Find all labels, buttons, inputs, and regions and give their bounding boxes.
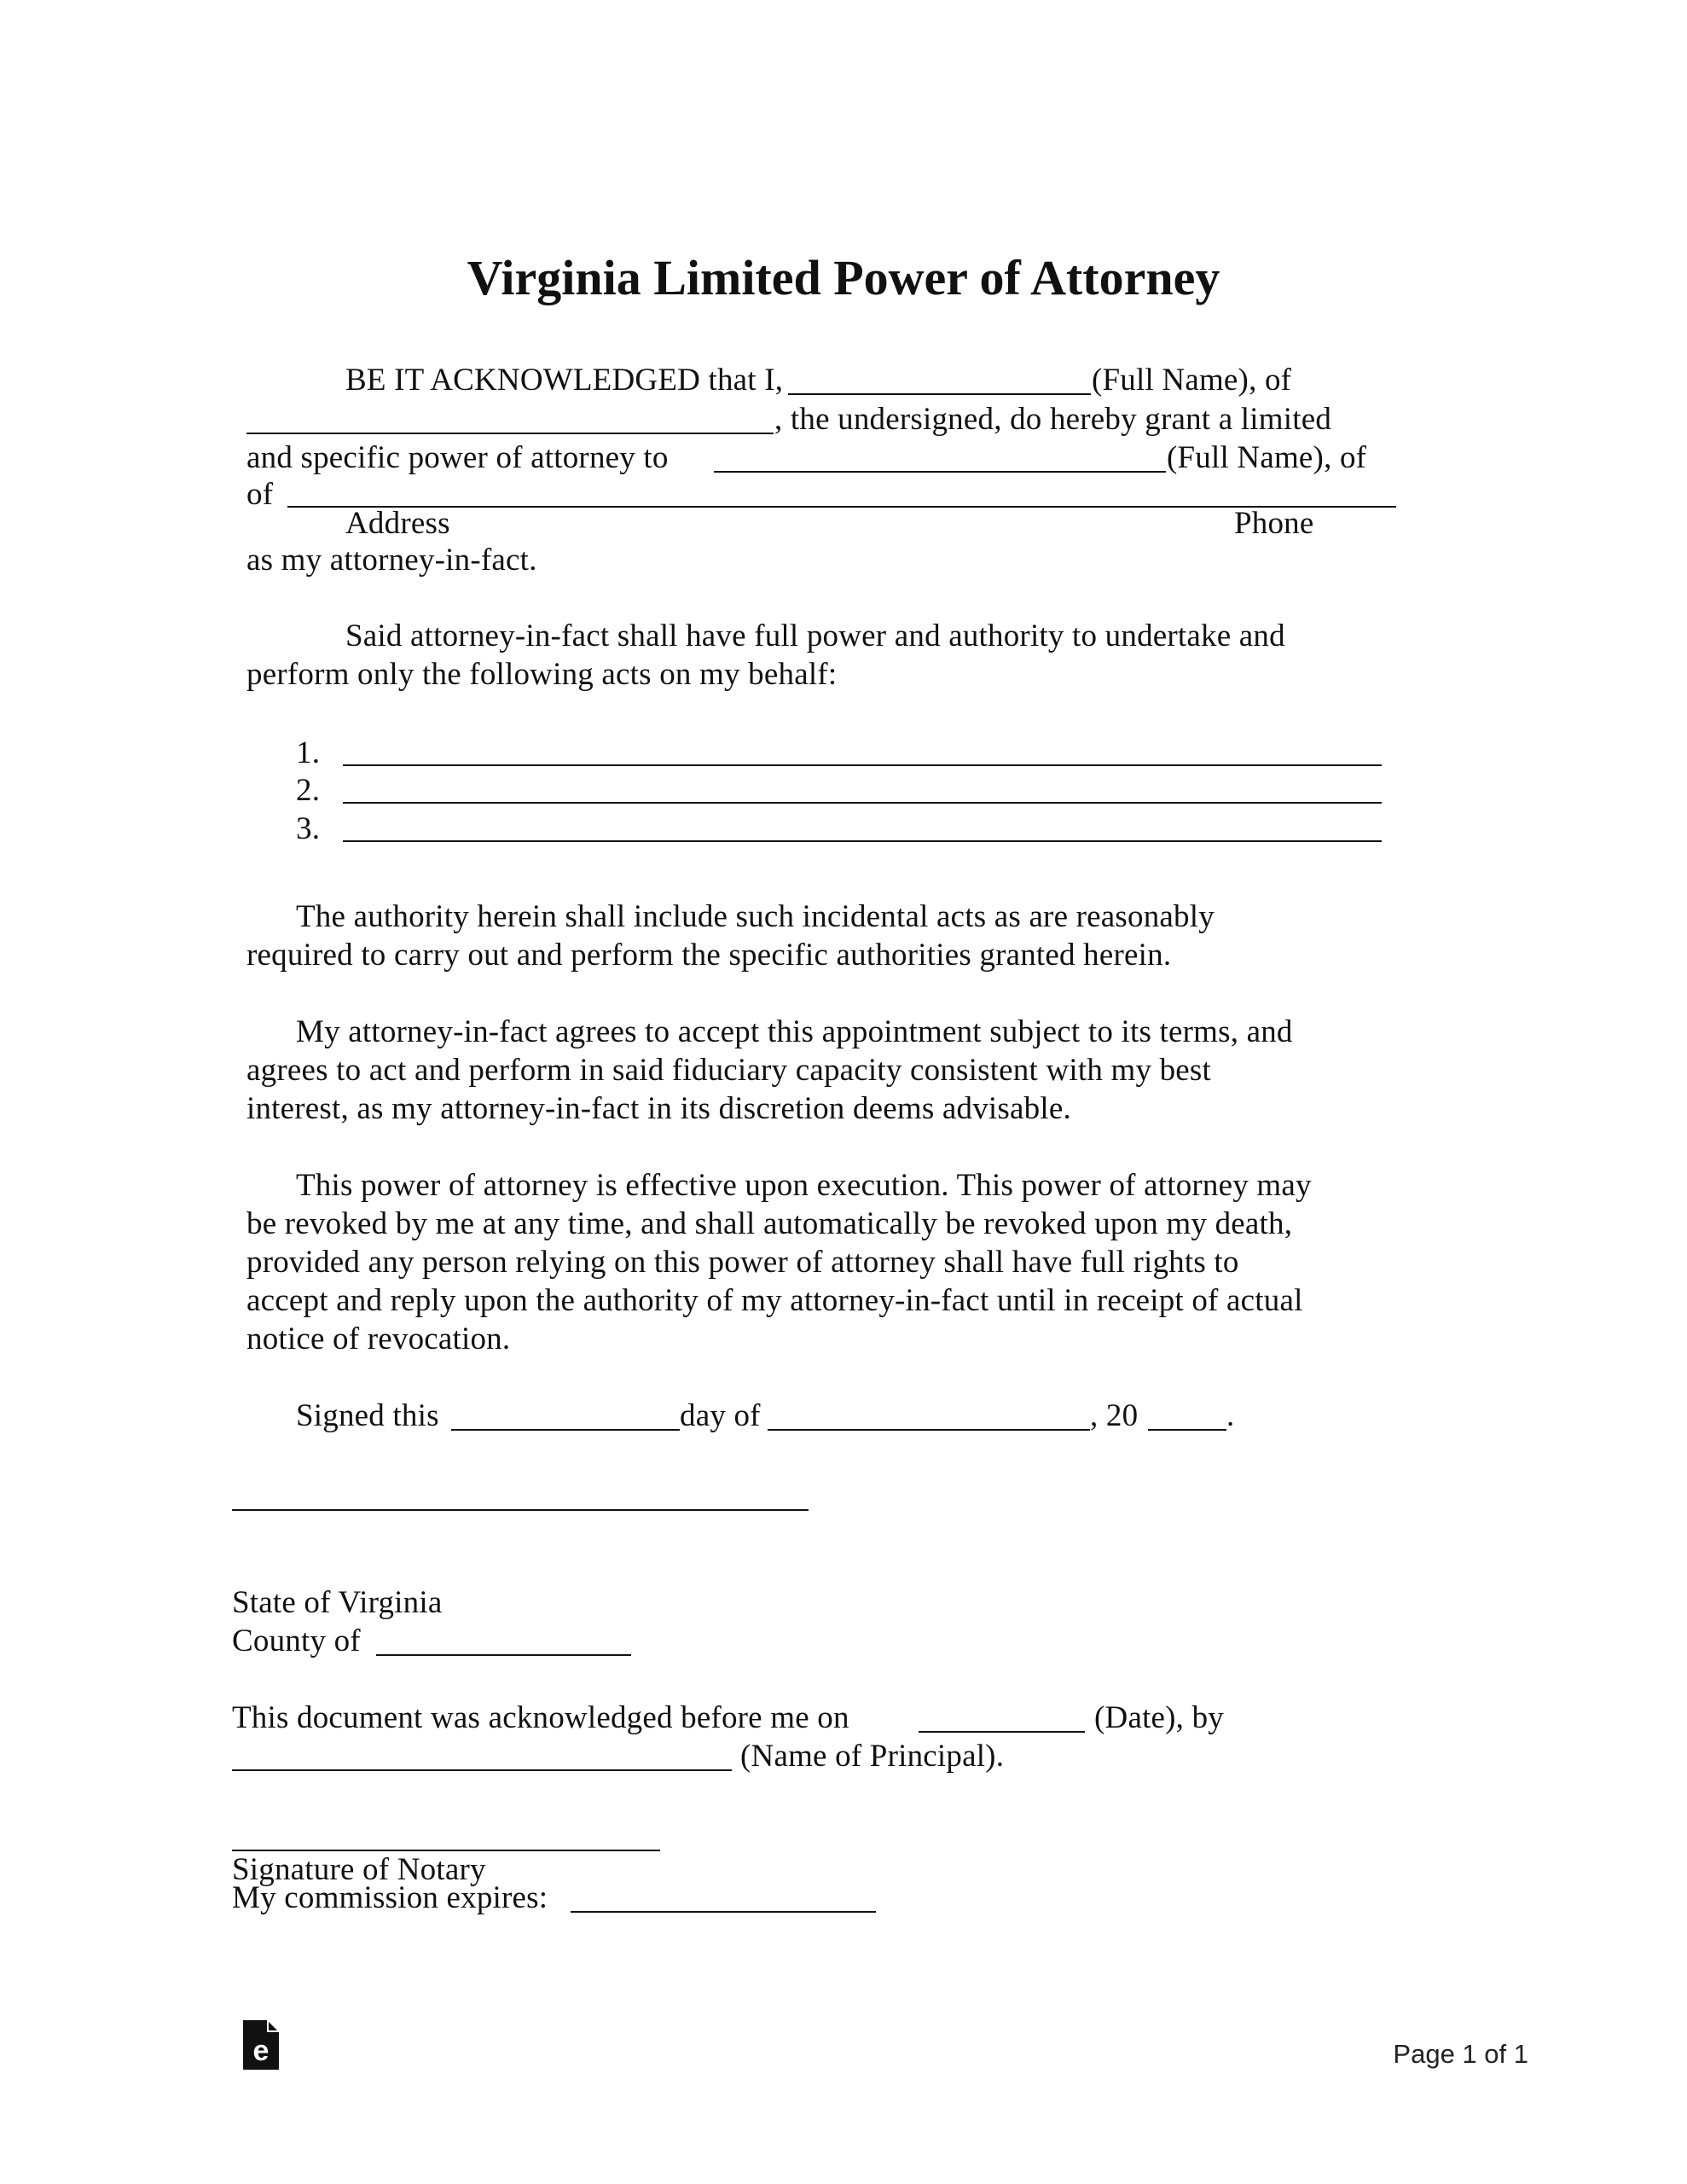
phone-caption: Phone bbox=[1234, 506, 1314, 541]
agent-address-phone-blank[interactable] bbox=[287, 506, 1396, 508]
agent-name-blank[interactable] bbox=[714, 471, 1166, 473]
month-blank[interactable] bbox=[768, 1429, 1090, 1431]
day-of-label: day of bbox=[680, 1398, 761, 1433]
principal-name-label: (Name of Principal). bbox=[740, 1739, 1005, 1774]
principal-name-ack-blank[interactable] bbox=[232, 1769, 732, 1771]
acknowledged-text: This document was acknowledged before me on bbox=[232, 1700, 849, 1735]
eforms-logo-icon bbox=[241, 2015, 281, 2071]
year-prefix: , 20 bbox=[1090, 1398, 1139, 1433]
county-blank[interactable] bbox=[376, 1654, 631, 1656]
state-label: State of Virginia bbox=[232, 1585, 443, 1620]
act-number-2: 2. bbox=[296, 773, 321, 808]
acts-line-1: Said attorney-in-fact shall have full power and authority to undertake and bbox=[345, 619, 1285, 653]
logo-letter: e bbox=[252, 2035, 270, 2067]
act-blank-2[interactable] bbox=[343, 802, 1382, 804]
effective-line-2: be revoked by me at any time, and shall automatically be revoked upon my death, bbox=[246, 1206, 1293, 1241]
act-number-1: 1. bbox=[296, 735, 321, 770]
page-number: Page 1 of 1 bbox=[1393, 2039, 1528, 2069]
agreement-line-3: interest, as my attorney-in-fact in its discretion deems advisable. bbox=[246, 1091, 1071, 1126]
signed-period: . bbox=[1226, 1398, 1235, 1433]
intro-lead: BE IT ACKNOWLEDGED that I, bbox=[345, 363, 784, 398]
incidental-line-2: required to carry out and perform the specific authorities granted herein. bbox=[246, 938, 1172, 973]
address-caption: Address bbox=[345, 506, 450, 541]
act-blank-3[interactable] bbox=[343, 840, 1382, 842]
full-name-label-1: (Full Name), of bbox=[1092, 363, 1292, 398]
day-blank[interactable] bbox=[451, 1429, 680, 1431]
act-number-3: 3. bbox=[296, 811, 321, 846]
commission-expiry-blank[interactable] bbox=[571, 1911, 876, 1913]
full-name-label-2: (Full Name), of bbox=[1167, 440, 1367, 475]
undersigned-text: , the undersigned, do hereby grant a limited bbox=[774, 402, 1332, 437]
document-title: Virginia Limited Power of Attorney bbox=[467, 250, 1220, 305]
acts-line-2: perform only the following acts on my behalf: bbox=[246, 657, 838, 692]
of-label: of bbox=[246, 477, 274, 512]
notary-signature-label: Signature of Notary bbox=[232, 1852, 486, 1887]
agreement-line-1: My attorney-in-fact agrees to accept this appointment subject to its terms, and bbox=[296, 1014, 1293, 1049]
principal-address-blank[interactable] bbox=[246, 433, 774, 434]
year-blank[interactable] bbox=[1148, 1429, 1226, 1431]
date-label: (Date), by bbox=[1094, 1700, 1224, 1735]
ack-date-blank[interactable] bbox=[919, 1731, 1085, 1733]
effective-line-1: This power of attorney is effective upon execution. This power of attorney may bbox=[296, 1168, 1312, 1203]
effective-line-4: accept and reply upon the authority of my attorney-in-fact until in receipt of actual bbox=[246, 1283, 1303, 1318]
principal-signature-line[interactable] bbox=[232, 1509, 809, 1511]
signed-this-label: Signed this bbox=[296, 1398, 439, 1433]
principal-name-blank[interactable] bbox=[788, 393, 1091, 395]
attorney-in-fact-text: as my attorney-in-fact. bbox=[246, 543, 537, 578]
agreement-line-2: agrees to act and perform in said fiduciary capacity consistent with my best bbox=[246, 1053, 1211, 1088]
act-blank-1[interactable] bbox=[343, 764, 1382, 766]
commission-label: My commission expires: bbox=[232, 1880, 548, 1915]
specific-power-text: and specific power of attorney to bbox=[246, 440, 669, 475]
county-label: County of bbox=[232, 1623, 361, 1658]
effective-line-5: notice of revocation. bbox=[246, 1321, 511, 1356]
incidental-line-1: The authority herein shall include such incidental acts as are reasonably bbox=[296, 899, 1215, 934]
effective-line-3: provided any person relying on this power of attorney shall have full rights to bbox=[246, 1245, 1239, 1280]
